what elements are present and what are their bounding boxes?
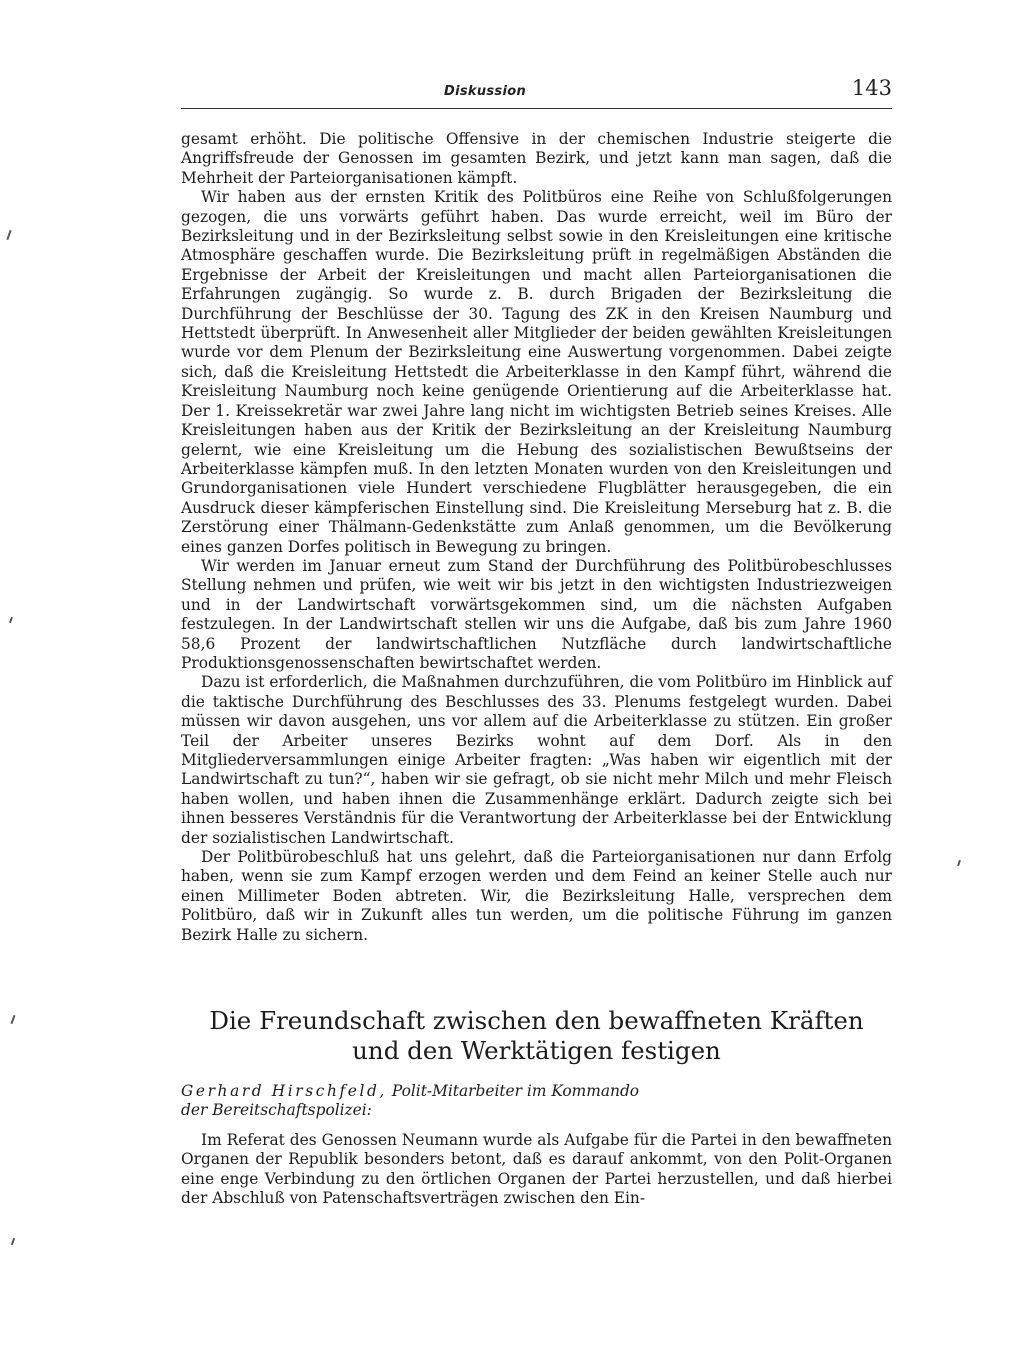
- page-header: [181, 76, 892, 104]
- article-heading-line: Die Freundschaft zwischen den bewaffneten Kräften: [209, 1006, 864, 1035]
- margin-mark: [957, 860, 961, 866]
- paragraph: Wir haben aus der ernsten Kritik des Politbüros eine Reihe von Schlußfolgerungen gezogen, die uns vorwärts geführt haben. Das wurde erreicht, weil im Büro der Bezirksleitung und in der Bezirksleitung selbst sowie in den Kreisleitungen eine kritische Atmosphäre geschaffen wurde. Die Bezirksleitung prüft in regelmäßigen Abständen die Ergebnisse der Arbeit der Kreisleitungen und macht allen Parteiorganisationen die Erfahrungen zugängig. So wurde z. B. durch Brigaden der Bezirksleitung die Durchführung der Beschlüsse der 30. Tagung des ZK in den Kreisen Naumburg und Hettstedt überprüft. In Anwesenheit aller Mitglieder der beiden gewählten Kreisleitungen wurde vor dem Plenum der Bezirksleitung eine Auswertung vorgenommen. Dabei zeigte sich, daß die Kreisleitung Hettstedt die Arbeiterklasse in den Kampf führt, während die Kreisleitung Naumburg noch keine genügende Orientierung auf die Arbeiterklasse hat. Der 1. Kreissekretär war zwei Jahre lang nicht im wichtigsten Betrieb seines Kreises. Alle Kreisleitungen haben aus der Kritik der Bezirksleitung an der Kreisleitung Naumburg gelernt, wie eine Kreisleitung um die Hebung des sozialistischen Bewußtseins der Arbeiterklasse kämpfen muß. In den letzten Monaten wurden von den Kreisleitungen und Grundorganisationen viele Hundert verschiedene Flugblätter herausgegeben, die ein Ausdruck dieser kämpferischen Einstellung sind. Die Kreisleitung Merseburg hat z. B. die Zerstörung einer Thälmann-Gedenkstätte zum Anlaß genommen, um die Bevölkerung eines ganzen Dorfes politisch in Bewegung zu bringen.: [181, 188, 892, 556]
- article-heading-line: und den Werktätigen festigen: [352, 1036, 721, 1065]
- speaker-attribution: [181, 1082, 892, 1121]
- main-text: [181, 130, 892, 945]
- margin-mark: [11, 1015, 16, 1024]
- article-text: [181, 1131, 892, 1209]
- margin-mark: [9, 617, 13, 623]
- header-divider: [181, 108, 892, 109]
- paragraph: Wir werden im Januar erneut zum Stand der Durchführung des Politbürobeschlusses Stellung nehmen und prüfen, wie weit wir bis jetzt in den wichtigsten Industriezweigen und in der Landwirtschaft vorwärtsgekommen sind, um die nächsten Aufgaben festzulegen. In der Landwirtschaft stellen wir uns die Aufgabe, daß bis zum Jahre 1960 58,6 Prozent der landwirtschaftlichen Nutzfläche durch landwirtschaftliche Produktionsgenossenschaften bewirtschaftet werden.: [181, 556, 892, 672]
- speaker-name: Gerhard Hirschfeld,: [181, 1082, 387, 1100]
- speaker-role: Polit-Mitarbeiter im Kommando: [391, 1082, 640, 1100]
- article-heading: [181, 1006, 892, 1066]
- margin-mark: [6, 230, 11, 240]
- speaker-role: der Bereitschaftspolizei:: [181, 1101, 372, 1120]
- paragraph: Dazu ist erforderlich, die Maßnahmen durchzuführen, die vom Politbüro im Hinblick auf die taktische Durchführung des Beschlusses des 33. Plenums festgelegt wurden. Dabei müssen wir davon ausgehen, uns vor allem auf die Arbeiterklasse zu stützen. Ein großer Teil der Arbeiter unseres Bezirks wohnt auf dem Dorf. Als in den Mitgliederversammlungen einige Arbeiter fragten: „Was haben wir eigentlich mit der Landwirtschaft zu tun?“, haben wir sie gefragt, ob sie nicht mehr Milch und mehr Fleisch haben wollen, und haben ihnen die Zusammenhänge erklärt. Dadurch zeigte sich bei ihnen besseres Verständnis für die Verantwortung der Arbeiterklasse bei der Entwicklung der sozialistischen Landwirtschaft.: [181, 673, 892, 847]
- running-head: Diskussion: [444, 84, 527, 99]
- margin-mark: [11, 1238, 15, 1245]
- paragraph: Im Referat des Genossen Neumann wurde als Aufgabe für die Partei in den bewaffneten Organen der Republik besonders betont, daß es darauf ankommt, von den Polit-Organen eine enge Verbindung zu den örtlichen Organen der Partei herzustellen, und daß hierbei der Abschluß von Patenschaftsverträgen zwischen den Ein-: [181, 1131, 892, 1208]
- paragraph: Der Politbürobeschluß hat uns gelehrt, daß die Parteiorganisationen nur dann Erfolg haben, wenn sie zum Kampf erzogen werden und dem Feind an keiner Stelle auch nur einen Millimeter Boden abtreten. Wir, die Bezirksleitung Halle, versprechen dem Politbüro, daß wir in Zukunft alles tun werden, um die politische Führung im ganzen Bezirk Halle zu sichern.: [181, 848, 892, 944]
- paragraph: gesamt erhöht. Die politische Offensive in der chemischen Industrie steigerte die Angriffsfreude der Genossen im gesamten Bezirk, und jetzt kann man sagen, daß die Mehrheit der Parteiorganisationen kämpft.: [181, 130, 892, 187]
- page-number: 143: [851, 76, 892, 100]
